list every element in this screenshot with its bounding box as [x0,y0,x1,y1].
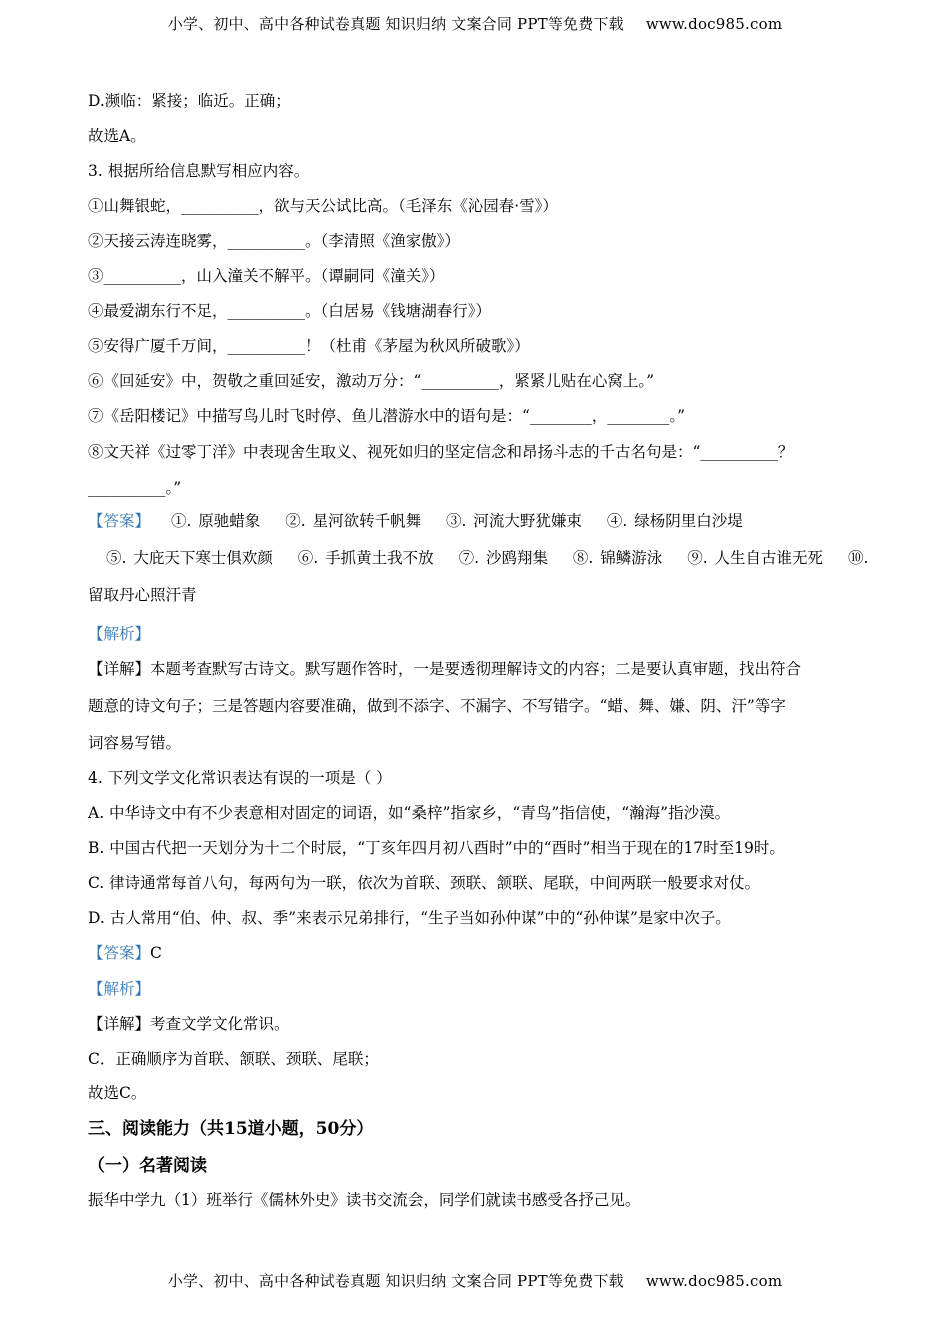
footer-url[interactable]: www.doc985.com [645,1272,783,1290]
answer-label: 【答案】 [88,944,151,962]
answer-item: ②. 星河欲转千帆舞 [285,512,422,530]
answer-item: ①. 原驰蜡象 [170,512,261,530]
question-4-stem: 4. 下列文学文化常识表达有误的一项是（ ） [88,769,392,787]
detail-text: 考查文学文化常识。 [150,1015,290,1033]
section-3-intro: 振华中学九（1）班举行《儒林外史》读书交流会，同学们就读书感受各抒己见。 [88,1191,641,1209]
question-3-item-8b: __________。” [88,479,182,497]
answer-item: ⑩. 留取丹心照汗青 [88,549,869,604]
question-3-item-3: ③__________，山入潼关不解平。（谭嗣同《潼关》） [88,267,445,285]
answer-item: ⑤. 大庇天下寒士俱欢颜 [106,549,273,567]
question-4-analysis-label: 【解析】 [88,980,151,998]
question-4-choose: 故选C。 [88,1084,147,1102]
line-choose-a: 故选A。 [88,127,146,145]
analysis-3-detail-line-2: 题意的诗文句子；三是答题内容要准确，做到不添字、不漏字、不写错字。“蜡、舞、嫌、阴、汗”等字 [88,697,786,715]
answer-value: C [150,944,162,962]
footer-text: 小学、初中、高中各种试卷真题 知识归纳 文案合同 PPT等免费下载 [167,1272,624,1290]
detail-label: 【详解】 [88,1015,151,1033]
answer-item: ⑧. 锦鳞游泳 [572,549,663,567]
answer-item: ③. 河流大野犹嫌束 [446,512,582,530]
analysis-3-detail-line-1 [88,657,801,679]
question-3-item-2: ②天接云涛连晓雾，__________。（李清照《渔家傲》） [88,232,461,250]
page-footer [0,1270,950,1291]
question-3-item-4: ④最爱湖东行不足，__________。（白居易《钱塘湖春行》） [88,302,492,320]
question-4-option-b: B. 中国古代把一天划分为十二个时辰，“丁亥年四月初八酉时”中的“酉时”相当于现在的17时至19时。 [88,839,785,857]
header-url[interactable]: www.doc985.com [645,15,783,33]
answer-3-block [88,503,874,614]
question-3-item-7: ⑦《岳阳楼记》中描写鸟儿时飞时停、鱼儿潜游水中的语句是：“________，________。” [88,407,686,425]
question-3-item-5: ⑤安得广厦千万间，__________！（杜甫《茅屋为秋风所破歌》） [88,337,530,355]
question-3-item-8a: ⑧文天祥《过零丁洋》中表现舍生取义、视死如归的坚定信念和昂扬斗志的千古名句是：“__________？ [88,443,794,461]
answer-item: ⑦. 沙鸥翔集 [458,549,548,567]
question-4-option-d: D. 古人常用“伯、仲、叔、季”来表示兄弟排行，“生子当如孙仲谋”中的“孙仲谋”是家中次子。 [88,909,731,927]
question-4-option-a: A. 中华诗文中有不少表意相对固定的词语，如“桑梓”指家乡，“青鸟”指信使，“瀚海”指沙漠。 [88,804,731,822]
analysis-3-detail-line-3: 词容易写错。 [88,734,182,752]
answer-item: ⑥. 手抓黄土我不放 [297,549,434,567]
answer-item: ⑨. 人生自古谁无死 [687,549,824,567]
answer-item: ④. 绿杨阴里白沙堤 [606,512,743,530]
answer-label: 【答案】 [88,512,151,530]
question-3-item-6: ⑥《回延安》中，贺敬之重回延安，激动万分：“__________，紧紧儿贴在心窝上。” [88,372,655,390]
question-3-stem: 3. 根据所给信息默写相应内容。 [88,162,310,180]
question-4-detail [88,1012,290,1034]
detail-label: 【详解】 [88,660,151,678]
section-3-title: 三、阅读能力（共15道小题，50分） [88,1119,374,1139]
question-4-answer [88,941,162,963]
header-text: 小学、初中、高中各种试卷真题 知识归纳 文案合同 PPT等免费下载 [167,15,624,33]
detail-text: 本题考查默写古诗文。默写题作答时，一是要透彻理解诗文的内容；二是要认真审题，找出符合 [150,660,802,678]
question-4-option-c: C. 律诗通常每首八句，每两句为一联，依次为首联、颈联、颔联、尾联，中间两联一般要求对仗。 [88,874,761,892]
analysis-3-label: 【解析】 [88,625,151,643]
line-d-option: D.濒临：紧接；临近。正确； [88,92,291,110]
question-4-c-note: C．正确顺序为首联、颔联、颈联、尾联； [88,1050,379,1068]
question-3-item-1: ①山舞银蛇，__________，欲与天公试比高。（毛泽东《沁园春·雪》） [88,197,558,215]
section-3-subtitle: （一）名著阅读 [88,1156,207,1176]
page-header [0,13,950,34]
